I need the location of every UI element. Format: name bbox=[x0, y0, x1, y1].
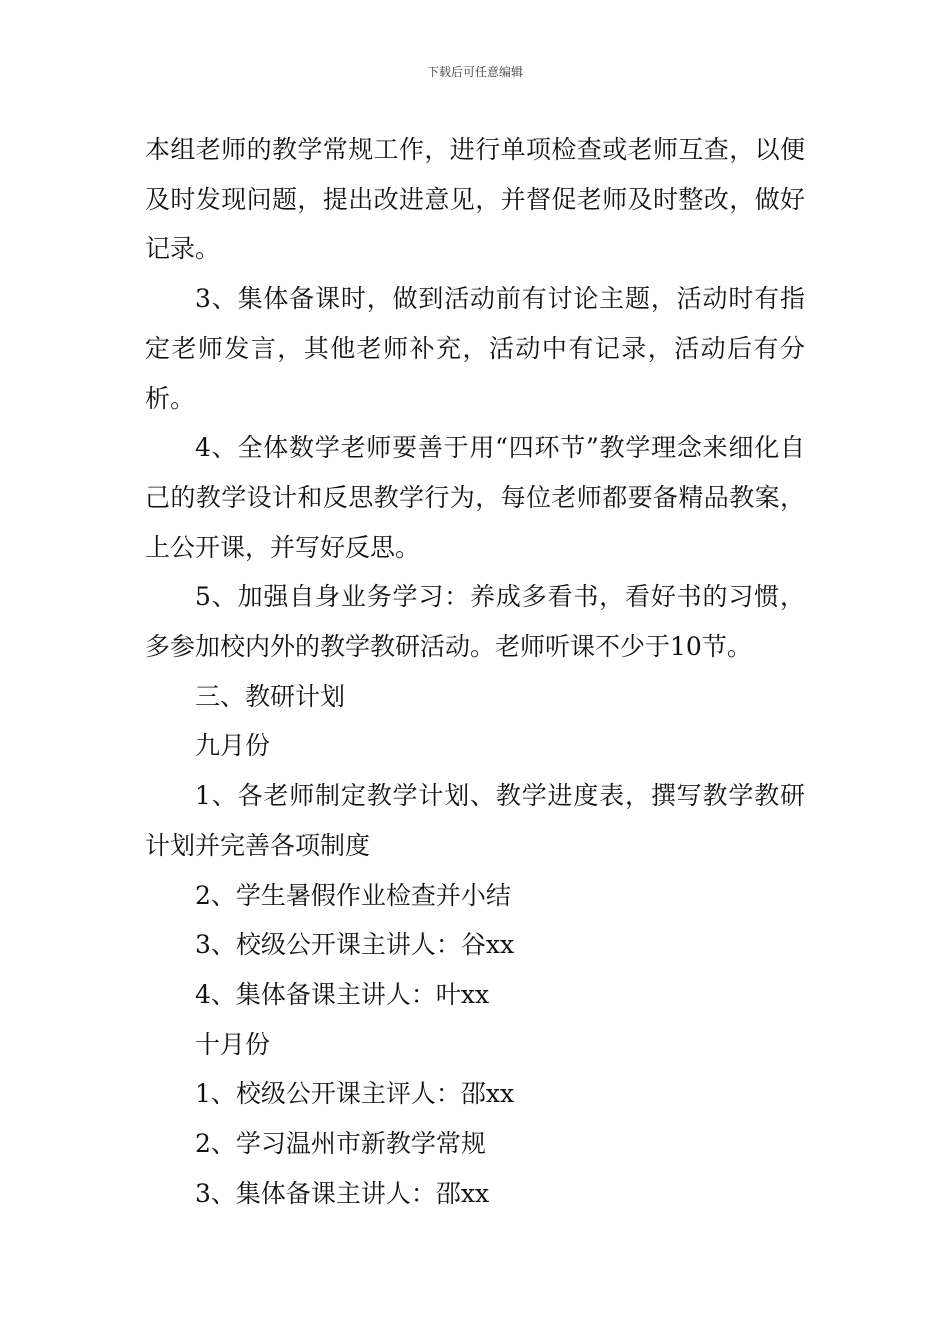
paragraph-item-4: 4、全体数学老师要善于用“四环节”教学理念来细化自己的教学设计和反思教学行为，每位老师都要备精品教案，上公开课，并写好反思。 bbox=[145, 433, 805, 562]
october-item-2: 2、学习温州市新教学常规 bbox=[195, 1129, 486, 1159]
september-item-2: 2、学生暑假作业检查并小结 bbox=[195, 880, 511, 910]
september-item-3: 3、校级公开课主讲人：谷xx bbox=[195, 930, 515, 960]
paragraph-item-3: 3、集体备课时，做到活动前有讨论主题，活动时有指定老师发言，其他老师补充，活动中有记录，活动后有分析。 bbox=[145, 284, 805, 413]
paragraph-continuation: 本组老师的教学常规工作，进行单项检查或老师互查，以便及时发现问题，提出改进意见，并督促老师及时整改，做好记录。 bbox=[145, 135, 805, 264]
section-heading-plan: 三、教研计划 bbox=[195, 681, 346, 711]
september-item-4: 4、集体备课主讲人：叶xx bbox=[195, 979, 490, 1009]
page-header: 下载后可任意编辑 bbox=[426, 65, 523, 79]
october-item-1: 1、校级公开课主评人：邵xx bbox=[195, 1079, 515, 1109]
month-heading-september: 九月份 bbox=[195, 731, 271, 761]
october-item-3: 3、集体备课主讲人：邵xx bbox=[195, 1178, 490, 1208]
document-body bbox=[145, 125, 805, 1218]
month-heading-october: 十月份 bbox=[195, 1029, 271, 1059]
september-item-1: 1、各老师制定教学计划、教学进度表，撰写教学教研计划并完善各项制度 bbox=[145, 781, 805, 860]
paragraph-item-5: 5、加强自身业务学习：养成多看书，看好书的习惯，多参加校内外的教学教研活动。老师听课不少于10节。 bbox=[145, 582, 805, 662]
